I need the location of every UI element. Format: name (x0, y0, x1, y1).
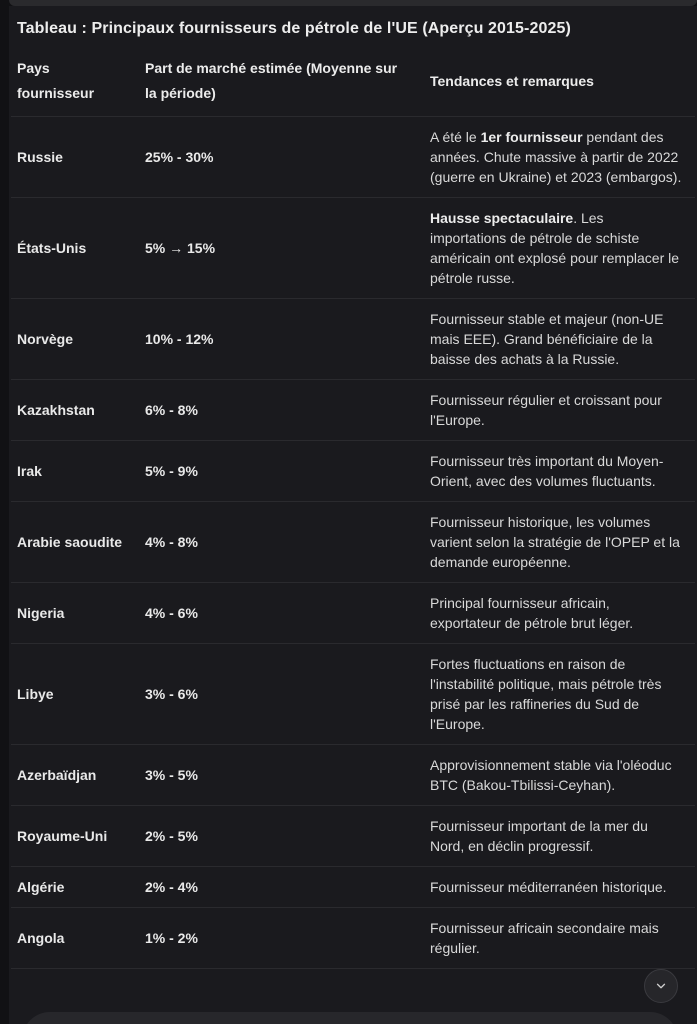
scroll-to-bottom-button[interactable] (644, 969, 678, 1003)
table-row (11, 583, 695, 644)
table-row (11, 644, 695, 745)
country-cell: Nigeria (11, 583, 139, 644)
remark-bold-text: Hausse spectaculaire (430, 210, 574, 226)
table-row (11, 908, 695, 969)
share-cell: 4% - 6% (139, 583, 424, 644)
country-cell: Angola (11, 908, 139, 969)
country-cell: Arabie saoudite (11, 502, 139, 583)
remark-cell (424, 380, 695, 441)
column-header-trends: Tendances et remarques (424, 48, 695, 117)
remark-text: A été le (430, 129, 481, 145)
chevron-down-icon (654, 979, 668, 993)
table-header-row (11, 48, 695, 117)
share-cell: 1% - 2% (139, 908, 424, 969)
table-row (11, 117, 695, 198)
country-cell: Royaume-Uni (11, 806, 139, 867)
remark-cell (424, 441, 695, 502)
remark-cell (424, 644, 695, 745)
remark-text: Fournisseur très important du Moyen-Orient, avec des volumes fluctuants. (430, 453, 664, 489)
page-title: Tableau : Principaux fournisseurs de pétrole de l'UE (Aperçu 2015-2025) (17, 20, 571, 37)
suppliers-table (11, 48, 695, 969)
remark-cell (424, 867, 695, 908)
column-header-share: Part de marché estimée (Moyenne sur la période) (139, 48, 424, 117)
remark-text: pendant des années. Chute massive à partir de 2022 (guerre en Ukraine) et 2023 (embargos). (430, 129, 682, 185)
share-cell: 6% - 8% (139, 380, 424, 441)
remark-text: Fortes fluctuations en raison de l'instabilité politique, mais pétrole très prisé par les raffineries du Sud de l'Europe. (430, 656, 662, 732)
country-cell: Russie (11, 117, 139, 198)
share-cell: 10% - 12% (139, 299, 424, 380)
table-row (11, 198, 695, 299)
remark-cell (424, 806, 695, 867)
table-row (11, 380, 695, 441)
remark-text: Approvisionnement stable via l'oléoduc BTC (Bakou-Tbilissi-Ceyhan). (430, 757, 672, 793)
remark-cell (424, 908, 695, 969)
share-cell: 4% - 8% (139, 502, 424, 583)
country-cell: Kazakhstan (11, 380, 139, 441)
column-header-country: Pays fournisseur (11, 48, 139, 117)
country-cell: Norvège (11, 299, 139, 380)
share-cell: 25% - 30% (139, 117, 424, 198)
message-content (9, 6, 697, 1024)
remark-cell (424, 745, 695, 806)
share-cell: 2% - 5% (139, 806, 424, 867)
remark-text: Fournisseur stable et majeur (non-UE mais EEE). Grand bénéficiaire de la baisse des achats à la Russie. (430, 311, 664, 367)
remark-text: Fournisseur africain secondaire mais régulier. (430, 920, 659, 956)
table-row (11, 441, 695, 502)
table-row (11, 502, 695, 583)
composer-input-bar[interactable] (22, 1012, 678, 1024)
remark-text: Fournisseur historique, les volumes varient selon la stratégie de l'OPEP et la demande européenne. (430, 514, 680, 570)
table-row (11, 299, 695, 380)
country-cell: États-Unis (11, 198, 139, 299)
share-cell: 5% - 9% (139, 441, 424, 502)
remark-bold-text: 1er fournisseur (480, 129, 583, 145)
share-cell: 2% - 4% (139, 867, 424, 908)
remark-cell (424, 117, 695, 198)
remark-cell (424, 583, 695, 644)
share-cell: 5% → 15% (139, 198, 424, 299)
country-cell: Azerbaïdjan (11, 745, 139, 806)
table-row (11, 867, 695, 908)
remark-cell (424, 198, 695, 299)
remark-text: Fournisseur important de la mer du Nord, en déclin progressif. (430, 818, 648, 854)
remark-text: Fournisseur méditerranéen historique. (430, 879, 667, 895)
remark-cell (424, 502, 695, 583)
country-cell: Algérie (11, 867, 139, 908)
remark-text: Fournisseur régulier et croissant pour l'Europe. (430, 392, 662, 428)
remark-text: Principal fournisseur africain, exportateur de pétrole brut léger. (430, 595, 634, 631)
table-row (11, 745, 695, 806)
share-cell: 3% - 5% (139, 745, 424, 806)
share-cell: 3% - 6% (139, 644, 424, 745)
remark-cell (424, 299, 695, 380)
country-cell: Libye (11, 644, 139, 745)
country-cell: Irak (11, 441, 139, 502)
remark-text: . Les importations de pétrole de schiste américain ont explosé pour remplacer le pétrole russe. (430, 210, 680, 286)
table-row (11, 806, 695, 867)
